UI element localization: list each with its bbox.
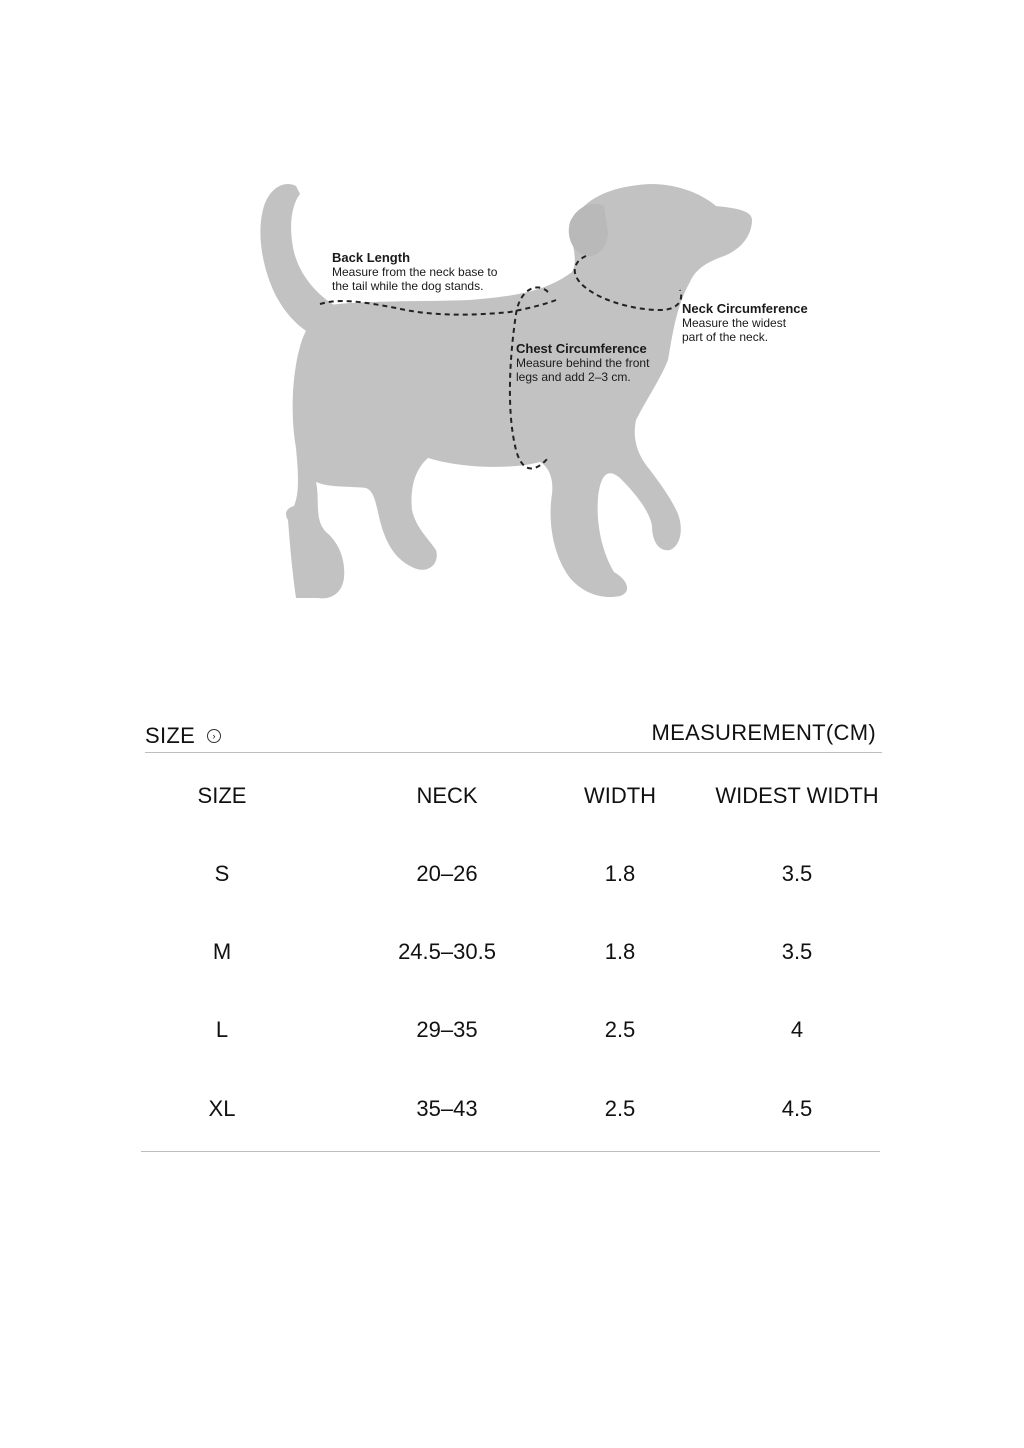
table-cell: 3.5 [781,939,813,964]
table-cell: 1.8 [604,939,636,964]
dog-measurement-diagram [0,0,1024,640]
size-table-header [145,720,882,753]
dog-ear [569,204,608,256]
measurement-heading: MEASUREMENT(CM) [651,720,876,745]
chest-circumference-desc: Measure behind the front legs and add 2–3 cm. [516,356,650,384]
column-header-neck: NECK [416,783,478,808]
table-cell: 20–26 [416,861,478,886]
table-cell: S [214,861,230,886]
neck-circumference-annotation [682,302,842,344]
table-cell: 24.5–30.5 [398,939,496,964]
table-cell: 3.5 [781,861,813,886]
dog-body [286,184,752,598]
chevron-right-circle-icon: › [207,729,221,743]
table-cell: 29–35 [416,1017,478,1042]
table-cell: 2.5 [604,1017,636,1042]
table-cell: 35–43 [416,1096,478,1121]
neck-circumference-title: Neck Circumference [682,301,808,316]
table-cell: 1.8 [604,861,636,886]
table-cell: L [215,1017,229,1042]
neck-circumference-desc: Measure the widest part of the neck. [682,316,787,344]
table-cell: 4.5 [781,1096,813,1121]
table-cell: XL [208,1096,236,1121]
column-header-size: SIZE [197,783,247,808]
column-header-widest-width: WIDEST WIDTH [715,783,879,808]
back-length-desc: Measure from the neck base to the tail while the dog stands. [332,265,498,293]
size-heading: SIZE [145,723,196,748]
table-bottom-divider [141,1151,880,1152]
table-cell: 4 [790,1017,804,1042]
column-header-width: WIDTH [583,783,657,808]
back-length-annotation [332,251,532,293]
table-cell: 2.5 [604,1096,636,1121]
chest-circumference-annotation [516,342,676,384]
table-cell: M [212,939,232,964]
back-length-title: Back Length [332,250,411,265]
chest-circumference-title: Chest Circumference [516,341,647,356]
